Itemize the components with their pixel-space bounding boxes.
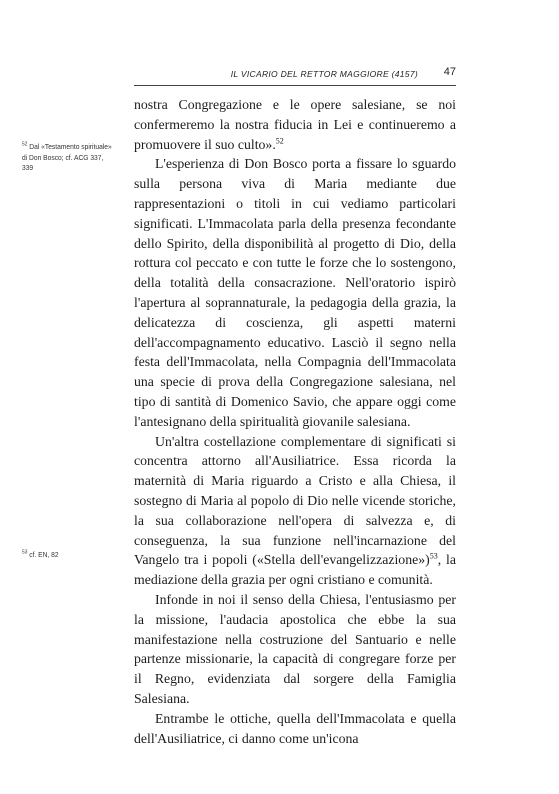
margin-note-number: 53 bbox=[22, 549, 28, 556]
paragraph-text: L'esperienza di Don Bosco porta a fissare lo sguardo sulla persona viva di Maria mediante due rappresentazioni o titoli in cui vediamo particolari significati. L'Immacolata parla della presenza fecondante dello Spirito, della disponibilità al progetto di Dio, della rottura col peccato e con tutte le forze che lo sostengono, della totalità della consacrazione. Nell'oratorio ispirò l'apertura al soprannaturale, la pedagogia della grazia, la delicatezza di coscienza, gli aspetti materni dell'accompagnamento educativo. Lasciò il segno nella festa dell'Immacolata, nella Compagnia dell'Immacolata una specie di prova della Congregazione salesiana, nel tipo di santità di Domenico Savio, che appare oggi come l'antesignano della spiritualità giovanile salesiana. bbox=[134, 156, 456, 429]
paragraph-text: , la mediazione della grazia per ogni cristiano e comunità. bbox=[134, 552, 457, 588]
footnote-ref-52: 52 bbox=[275, 136, 284, 145]
paragraph-5 bbox=[134, 709, 456, 749]
main-text bbox=[134, 95, 456, 748]
paragraph-text: Infonde in noi il senso della Chiesa, l'entusiasmo per la missione, l'audacia apostolica che ebbe la sua manifestazione nella costruzione del Santuario e nelle partenze missionarie, la capacità di congregare forze per il Regno, evidenziata dal sorgere della Famiglia Salesiana. bbox=[134, 591, 456, 706]
margin-note-number: 52 bbox=[22, 141, 28, 148]
paragraph-3 bbox=[134, 432, 456, 590]
margin-note-53 bbox=[22, 550, 114, 561]
paragraph-2 bbox=[134, 154, 456, 431]
page-number: 47 bbox=[443, 66, 456, 78]
paragraph-text: nostra Congregazione e le opere salesiane, se noi confermeremo la nostra fiducia in Lei e continueremo a promuovere il suo culto». bbox=[134, 97, 456, 152]
paragraph-4 bbox=[134, 590, 456, 709]
margin-note-text: cf. EN, 82 bbox=[29, 550, 59, 559]
margin-note-52 bbox=[22, 142, 114, 174]
running-header bbox=[134, 66, 456, 84]
margin-note-text: Dal «Testamento spirituale» di Don Bosco; cf. ACG 337, 339 bbox=[22, 142, 112, 172]
footnote-ref-53: 53 bbox=[429, 551, 438, 561]
paragraph-text: Entrambe le ottiche, quella dell'Immacolata e quella dell'Ausiliatrice, ci danno come un'icona bbox=[134, 710, 456, 746]
header-rule bbox=[134, 85, 456, 86]
running-header-title: IL VICARIO DEL RETTOR MAGGIORE (4157) bbox=[230, 69, 418, 79]
paragraph-text: Un'altra costellazione complementare di significati si concentra attorno all'Ausiliatrice. Essa ricorda la maternità di Maria riguardo a Cristo e alla Chiesa, il sostegno di Maria al popolo di Dio nelle vicende storiche, la sua collaborazione nell'opera di salvezza e, di conseguenza, la sua funzione nell'incarnazione del Vangelo tra i popoli («Stella dell'evangelizzazione») bbox=[134, 433, 456, 568]
paragraph-1 bbox=[134, 95, 456, 154]
